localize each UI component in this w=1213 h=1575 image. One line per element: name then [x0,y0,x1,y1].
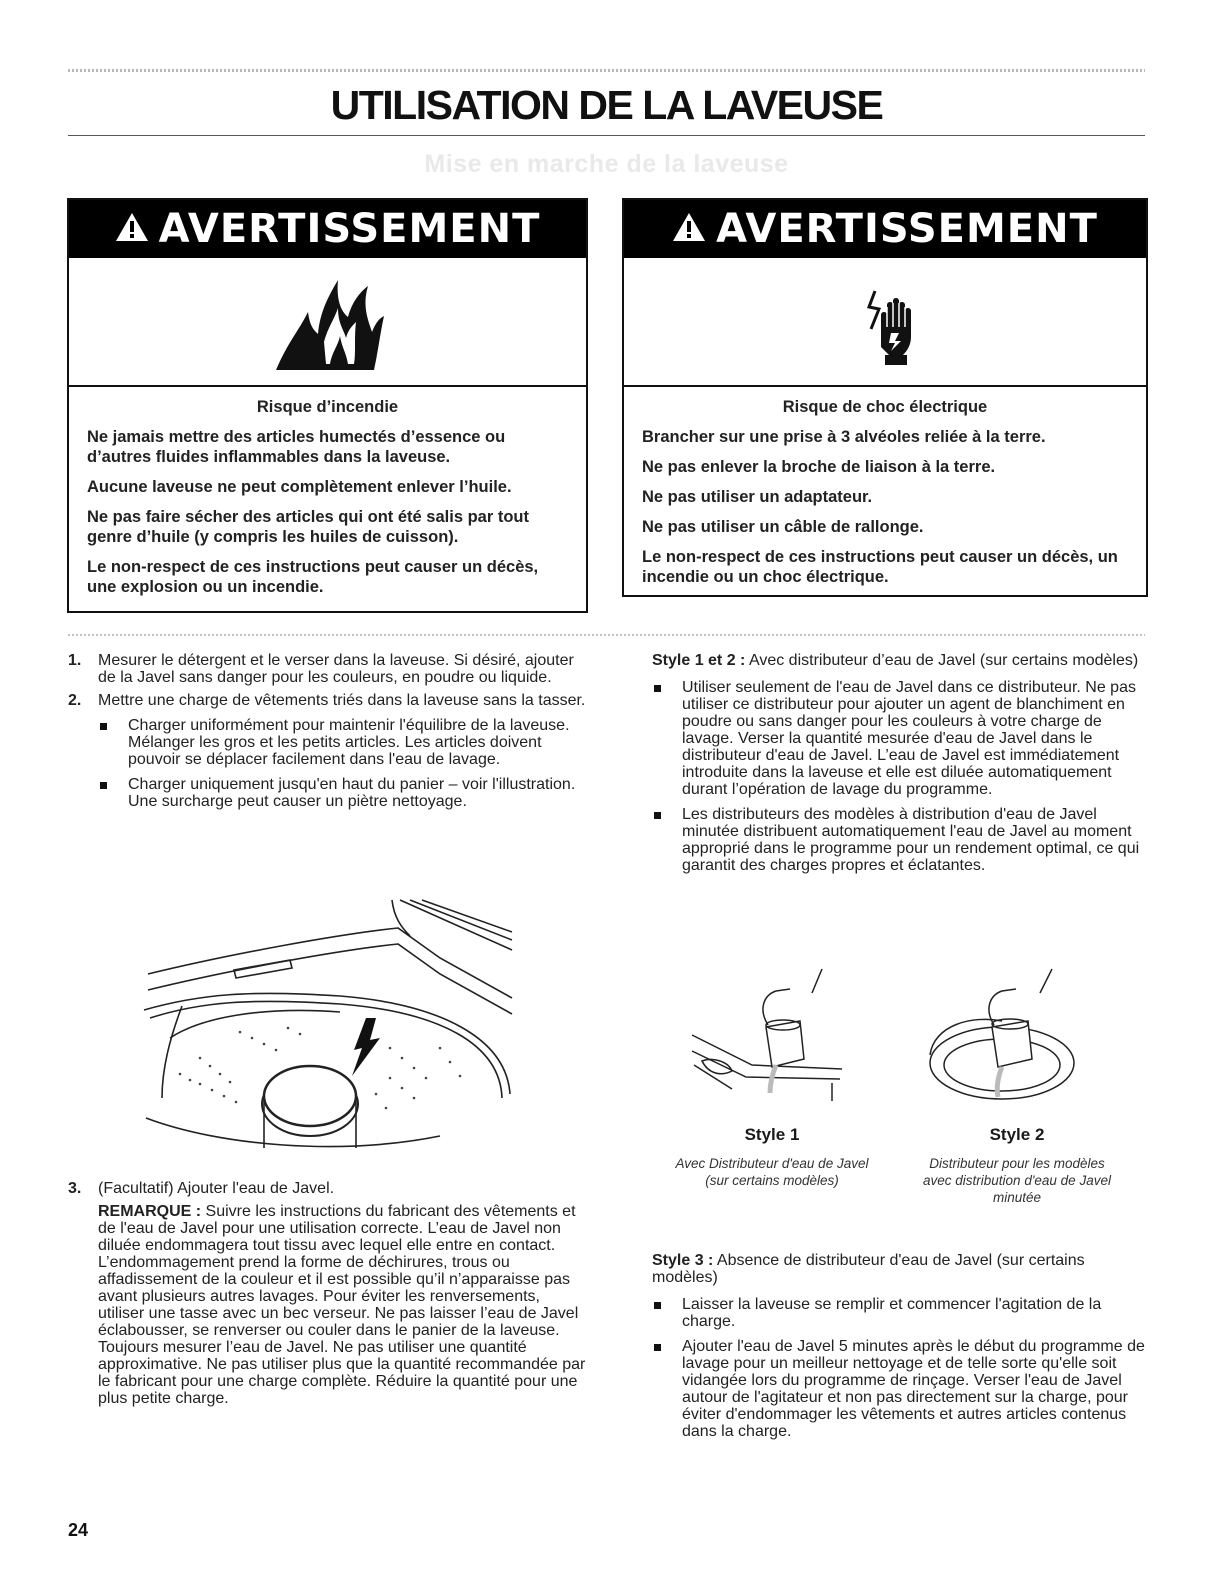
warning-label: AVERTISSEMENT [158,206,541,252]
top-dotted-rule [68,69,1145,72]
bullet-item: Ajouter l'eau de Javel 5 minutes après le début du programme de lavage pour un meilleur nettoyage et de telle sorte qu'elle soit vidangée lors du programme de rinçage. Verser l'eau de Javel autour de l'agitateur et non pas directement sur la charge, pour éviter d'endommager les vêtements et autres articles contenus dans la charge. [652,1338,1147,1440]
fire-warning-box [67,198,588,613]
style-text: Avec distributeur d’eau de Javel (sur certains modèles) [745,652,1139,669]
warning-line: Ne pas utiliser un câble de rallonge. [642,518,924,536]
step-text: (Facultatif) Ajouter l'eau de Javel. [98,1180,335,1197]
style-2-name: Style 2 [989,1125,1045,1144]
warning-line: Aucune laveuse ne peut complètement enlever l’huile. [87,478,512,496]
title-rule [68,135,1145,136]
section-subtitle: Mise en marche de la laveuse [424,150,789,178]
warning-label: AVERTISSEMENT [716,206,1098,252]
bullet-item: Les distributeurs des modèles à distribution d'eau de Javel minutée distribuent automatiquement l'eau de Javel au moment approprié dans le programme pour un rendement optimal, ce qui garantit des charges propres et éclatantes. [652,806,1147,874]
warning-triangle-icon [115,206,149,252]
bullet-item: Laisser la laveuse se remplir et commencer l'agitation de la charge. [652,1296,1147,1330]
shock-warning-text [624,387,1146,587]
style-1-2-intro [652,652,1147,669]
risk-title: Risque d’incendie [256,398,399,416]
step-text: Mettre une charge de vêtements triés dans la laveuse sans la tasser. [98,692,586,709]
warning-line: Ne pas utiliser un adaptateur. [642,488,873,506]
bullet-item: Charger uniquement jusqu'en haut du panier – voir l'illustration. Une surcharge peut causer un piètre nettoyage. [98,776,590,810]
bullet-item: Utiliser seulement de l'eau de Javel dans ce distributeur. Ne pas utiliser ce distributeur pour ajouter un agent de blanchiment en poudre ou sans danger pour les couleurs à votre charge de lavage. Verser la quantité mesurée d'eau de Javel dans le distributeur d'eau de Javel. L’eau de Javel est immédiatement introduite dans la laveuse et elle est diluée automatiquement durant l’opération de lavage du programme. [652,679,1147,798]
page-number: 24 [68,1520,89,1540]
warning-line: Ne pas enlever la broche de liaison à la terre. [642,458,996,476]
warning-line: Ne jamais mettre des articles humectés d’essence ou d’autres fluides inflammables dans la laveuse. [87,428,506,466]
dispenser-illustrations [672,965,1112,1205]
fire-warning-text [69,387,586,597]
risk-title: Risque de choc électrique [782,398,988,416]
style-label: Style 1 et 2 : [652,652,746,669]
warning-line: Le non-respect de ces instructions peut causer un décès, un incendie ou un choc électrique. [642,548,1118,586]
step-number: 2. [68,692,82,709]
left-column-lower [68,1180,590,1413]
left-column [68,652,590,818]
step-text: Mesurer le détergent et le verser dans la laveuse. Si désiré, ajouter de la Javel sans danger pour les couleurs, en poudre ou liquide. [98,652,574,686]
warning-line: Le non-respect de ces instructions peut causer un décès, une explosion ou un incendie. [87,558,539,596]
electric-shock-hand-icon [624,258,1146,387]
step-3 [68,1180,590,1407]
step-2-bullets [98,717,590,810]
warning-line: Ne pas faire sécher des articles qui ont été salis par tout genre d’huile (y compris les huiles de cuisson). [87,508,529,546]
fire-icon [69,258,586,387]
style-1-desc: Avec Distributeur d'eau de Javel (sur certains modèles) [675,1156,869,1188]
style-1-name: Style 1 [744,1125,800,1144]
note-label: REMARQUE : [98,1203,202,1220]
style-text: Absence de distributeur d'eau de Javel (sur certains modèles) [652,1252,1085,1286]
section-divider [68,634,1145,636]
washer-basket-illustration [140,898,520,1158]
bullet-item: Charger uniformément pour maintenir l'équilibre de la laveuse. Mélanger les gros et les petits articles. Les articles doivent pouvoir se déplacer facilement dans l'eau de lavage. [98,717,590,768]
style-3-intro [652,1252,1147,1286]
step-number: 3. [68,1180,82,1197]
right-column [652,652,1147,882]
note-paragraph [98,1203,590,1407]
warning-header [624,200,1146,258]
step-number: 1. [68,652,82,669]
warning-triangle-icon [672,206,706,252]
note-text: Suivre les instructions du fabricant des vêtements et de l'eau de Javel pour une utilisation correcte. L’eau de Javel non diluée endommagera tout tissu avec lequel elle entre en contact. L’endommagement prend la forme de déchirures, trous ou affadissement de la couleur et il est possible qu’il n’apparaisse pas avant plusieurs autres lavages. Pour éviter les renversements, utiliser une tasse avec un bec verseur. Ne pas laisser l’eau de Javel éclabousser, se renverser ou couler dans le panier de la laveuse. Toujours mesurer l’eau de Javel. Ne pas utiliser une quantité approximative. Ne pas utiliser plus que la quantité recommandée par le fabricant pour une charge complète. Réduire la quantité pour une plus petite charge. [98,1203,586,1407]
warning-header [69,200,586,258]
bleach-dispenser-figures [672,965,1112,1105]
right-column-lower [652,1252,1147,1448]
page-title: UTILISATION DE LA LAVEUSE [330,82,883,128]
style-2-caption [922,1125,1112,1206]
style-label: Style 3 : [652,1252,714,1269]
shock-warning-box [622,198,1148,597]
step-1 [68,652,590,686]
warning-line: Brancher sur une prise à 3 alvéoles reliée à la terre. [642,428,1046,446]
step-2 [68,692,590,810]
style-2-desc: Distributeur pour les modèles avec distribution d'eau de Javel minutée [923,1156,1111,1205]
style-1-caption [672,1125,872,1189]
